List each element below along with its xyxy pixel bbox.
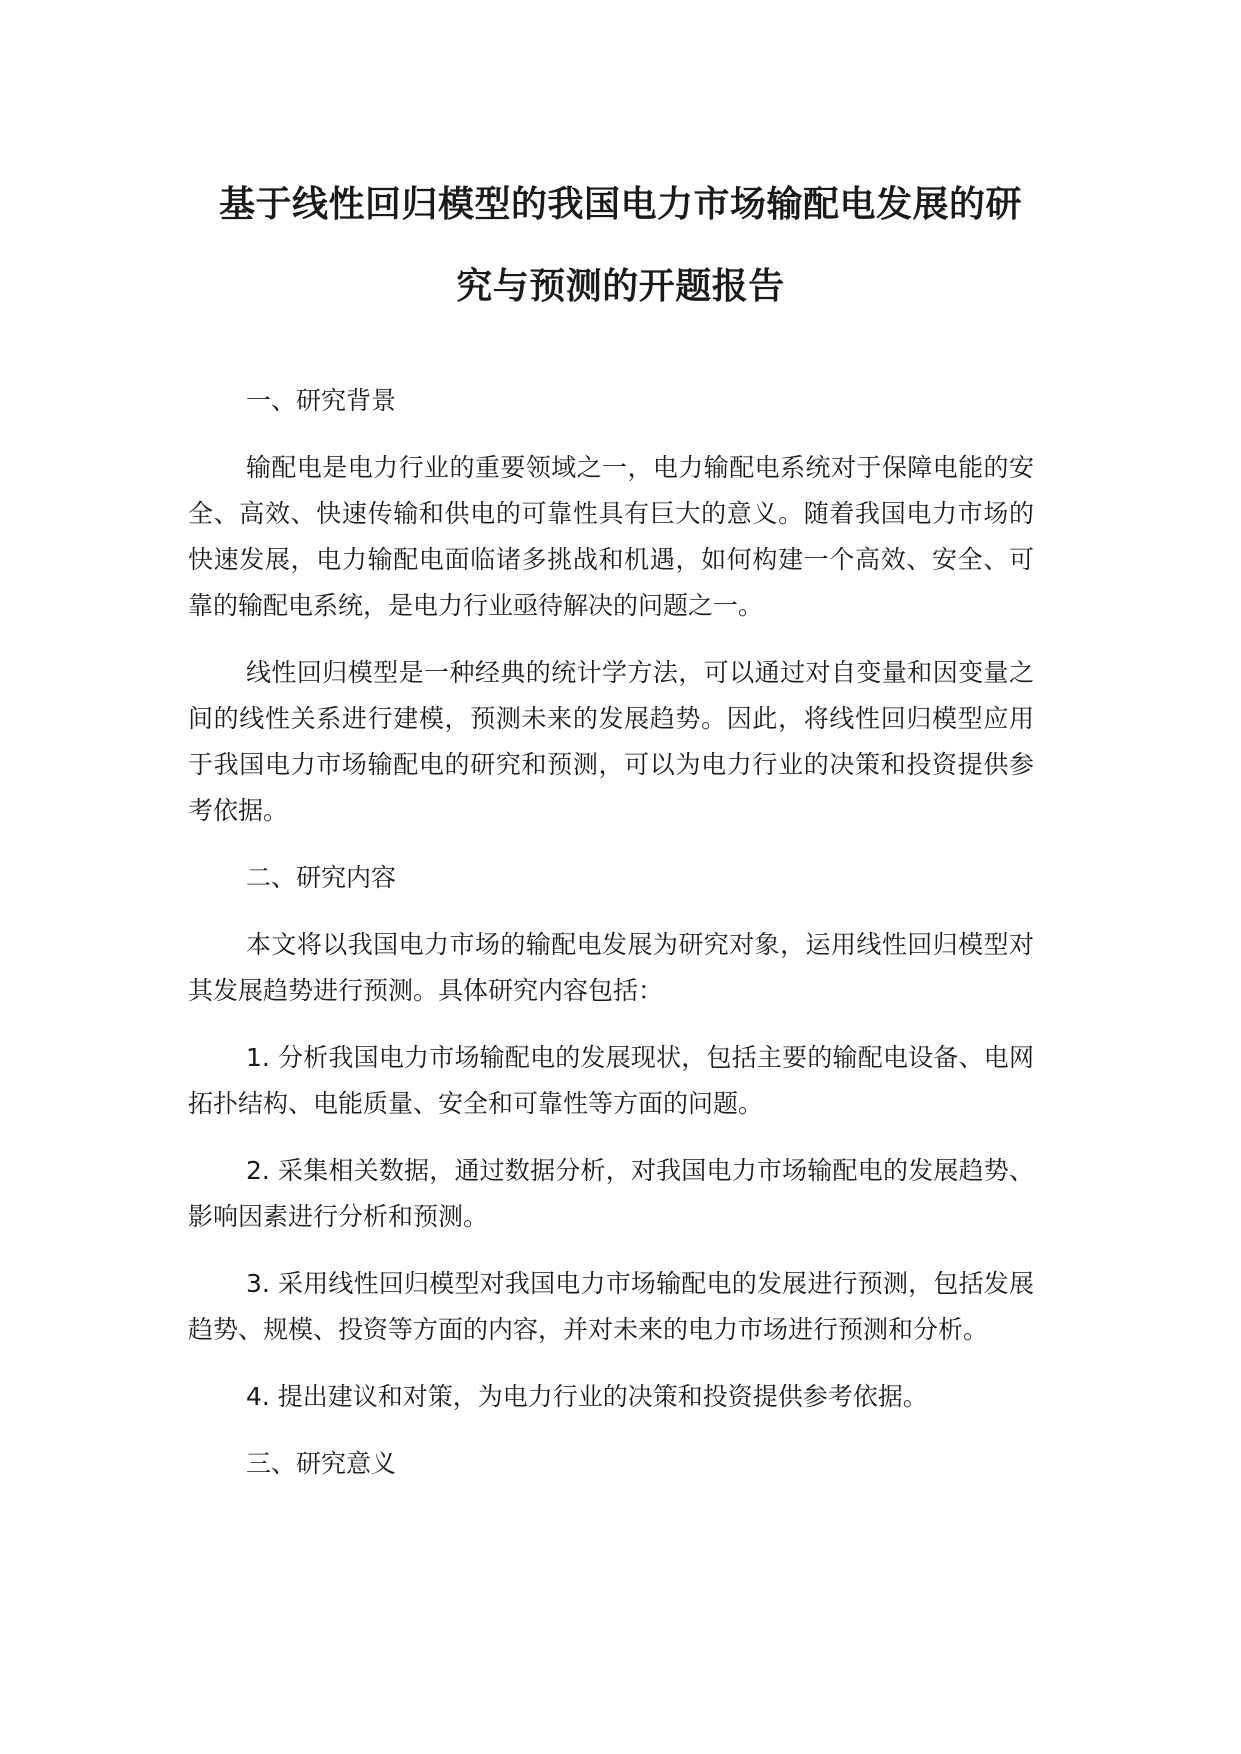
document-title-line-2: 究与预测的开题报告: [456, 266, 785, 307]
background-paragraph-2: 线性回归模型是一种经典的统计学方法，可以通过对自变量和因变量之间的线性关系进行建模，预测未来的发展趋势。因此，将线性回归模型应用于我国电力市场输配电的研究和预测，可以为电力行业的决策和投资提供参考依据。: [188, 658, 1034, 825]
content-list-item-4: 4. 提出建议和对策，为电力行业的决策和投资提供参考依据。: [246, 1382, 928, 1411]
background-paragraph-1: 输配电是电力行业的重要领域之一，电力输配电系统对于保障电能的安全、高效、快速传输和供电的可靠性具有巨大的意义。随着我国电力市场的快速发展，电力输配电面临诸多挑战和机遇，如何构建一个高效、安全、可靠的输配电系统，是电力行业亟待解决的问题之一。: [188, 453, 1034, 620]
document-body: [188, 378, 1034, 1508]
content-intro-paragraph: 本文将以我国电力市场的输配电发展为研究对象，运用线性回归模型对其发展趋势进行预测。具体研究内容包括：: [188, 930, 1034, 1005]
section-heading-content: 二、研究内容: [246, 863, 397, 892]
content-list-item-2: 2. 采集相关数据，通过数据分析，对我国电力市场输配电的发展趋势、影响因素进行分析和预测。: [188, 1156, 1034, 1231]
content-list-item-1: 1. 分析我国电力市场输配电的发展现状，包括主要的输配电设备、电网拓扑结构、电能质量、安全和可靠性等方面的问题。: [188, 1043, 1034, 1118]
section-heading-significance: 三、研究意义: [246, 1449, 397, 1478]
document-title-line-1: 基于线性回归模型的我国电力市场输配电发展的研: [218, 184, 1022, 225]
content-list-item-3: 3. 采用线性回归模型对我国电力市场输配电的发展进行预测，包括发展趋势、规模、投资等方面的内容，并对未来的电力市场进行预测和分析。: [188, 1269, 1034, 1344]
section-heading-background: 一、研究背景: [246, 386, 397, 415]
